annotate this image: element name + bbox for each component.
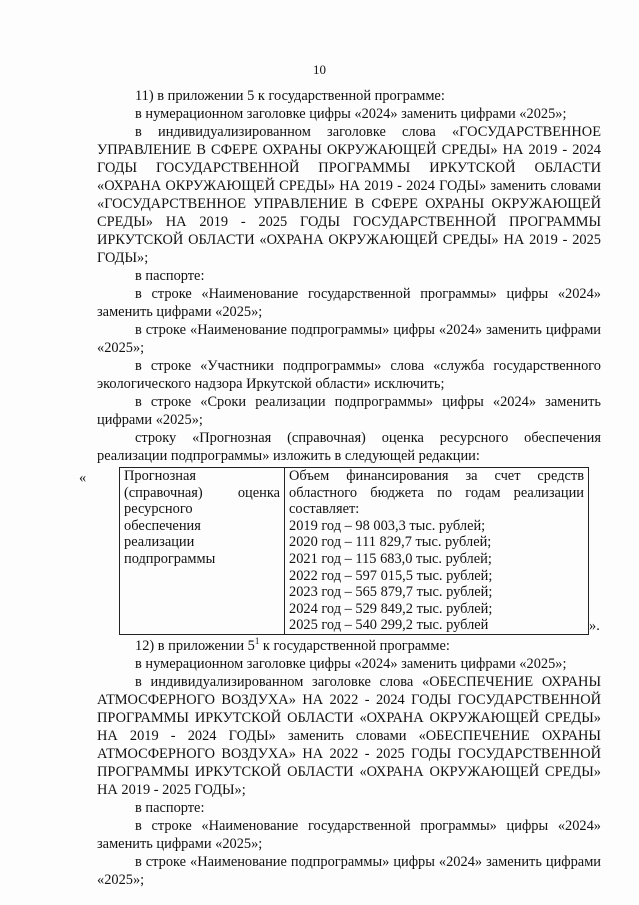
funding-table-block (79, 467, 601, 635)
section-11-row-program: в строке «Наименование государственной программы» цифры «2024» заменить цифрами «2025»; (97, 286, 601, 320)
section-12-passport: в паспорте: (135, 799, 205, 816)
table-cell-label (120, 468, 285, 635)
section-12-heading (97, 637, 601, 655)
year-line: 2025 год – 540 299,2 тыс. рублей (289, 617, 489, 634)
section-12-heading-text: 12) в приложении 5 (135, 637, 255, 654)
section-11-passport: в паспорте: (135, 268, 205, 284)
section-12-individual-title: в индивидуализированном заголовке слова «ОБЕСПЕЧЕНИЕ ОХРАНЫ АТМОСФЕРНОГО ВОЗДУХА» НА 2022 - 2024 ГОДЫ ГОСУДАРСТВЕННОЙ ПРОГРАММЫ ИРКУТСКОЙ ОБЛАСТИ «ОХРАНА ОКРУЖАЮЩЕЙ СРЕДЫ» НА 2019 - 2024 ГОДЫ» заменить словами «ОБЕСПЕЧЕНИЕ ОХРАНЫ АТМОСФЕРНОГО ВОЗДУХА» НА 2022 - 2025 ГОДЫ ГОСУДАРСТВЕННОЙ ПРОГРАММЫ ИРКУТСКОЙ ОБЛАСТИ «ОХРАНА ОКРУЖАЮЩЕЙ СРЕДЫ» НА 2019 - 2025 ГОДЫ»; (97, 673, 601, 798)
section-11-individual-title: в индивидуализированном заголовке слова «ГОСУДАРСТВЕННОЕ УПРАВЛЕНИЕ В СФЕРЕ ОХРАНЫ ОКРУЖАЮЩЕЙ СРЕДЫ» НА 2019 - 2024 ГОДЫ ГОСУДАРСТВЕННОЙ ПРОГРАММЫ ИРКУТСКОЙ ОБЛАСТИ «ОХРАНА ОКРУЖАЮЩЕЙ СРЕДЫ» НА 2019 - 2024 ГОДЫ» заменить словами «ГОСУДАРСТВЕННОЕ УПРАВЛЕНИЕ В СФЕРЕ ОХРАНЫ ОКРУЖАЮЩЕЙ СРЕДЫ» НА 2019 - 2025 ГОДЫ ГОСУДАРСТВЕННОЙ ПРОГРАММЫ ИРКУТСКОЙ ОБЛАСТИ «ОХРАНА ОКРУЖАЮЩЕЙ СРЕДЫ» НА 2019 - 2025 ГОДЫ»; (97, 124, 601, 266)
label-line: реализации (124, 534, 195, 551)
section-12-row-subprogram: в строке «Наименование подпрограммы» цифры «2024» заменить цифрами «2025»; (97, 853, 601, 888)
section-12-numbering: в нумерационном заголовке цифры «2024» заменить цифрами «2025»; (135, 655, 567, 672)
label-line: Прогнозная (124, 468, 196, 484)
year-line: 2020 год – 111 829,7 тыс. рублей; (289, 534, 492, 551)
intro-line: составляет: (289, 501, 360, 518)
label-line: подпрограммы (124, 550, 216, 567)
intro-line: Объем финансирования за счет средств (289, 468, 584, 484)
section-11-row-forecast: строку «Прогнозная (справочная) оценка ресурсного обеспечения реализации подпрограммы» изложить в следующей редакции: (97, 430, 601, 464)
section-11-row-terms: в строке «Сроки реализации подпрограммы» цифры «2024» заменить цифрами «2025»; (97, 394, 601, 428)
funding-table (119, 467, 589, 635)
section-12-heading-rest: к государственной программе: (259, 637, 450, 654)
year-line: 2021 год – 115 683,0 тыс. рублей; (289, 550, 492, 567)
section-11-row-participants: в строке «Участники подпрограммы» слова «служба государственного экологического надзора Иркутской области» исключить; (97, 358, 601, 392)
year-line: 2024 год – 529 849,2 тыс. рублей; (289, 600, 493, 617)
table-row (120, 468, 589, 635)
page-number: 10 (313, 62, 326, 77)
document-body (79, 87, 601, 889)
close-quote: ». (589, 617, 600, 634)
superscript: 1 (254, 636, 260, 647)
year-line: 2023 год – 565 879,7 тыс. рублей; (289, 584, 493, 601)
label-line: ресурсного (124, 501, 193, 518)
label-line: (справочная) оценка (124, 484, 280, 501)
open-quote: « (79, 470, 87, 486)
section-11-row-subprogram: в строке «Наименование подпрограммы» цифры «2024» заменить цифрами «2025»; (97, 322, 601, 356)
section-11-heading: 11) в приложении 5 к государственной программе: (135, 88, 445, 104)
year-line: 2019 год – 98 003,3 тыс. рублей; (289, 517, 486, 534)
table-cell-value (285, 468, 589, 635)
section-12-row-program: в строке «Наименование государственной программы» цифры «2024» заменить цифрами «2025»; (97, 817, 601, 852)
section-11-numbering: в нумерационном заголовке цифры «2024» заменить цифрами «2025»; (135, 106, 567, 122)
year-line: 2022 год – 597 015,5 тыс. рублей; (289, 567, 493, 584)
intro-line: областного бюджета по годам реализации (289, 484, 584, 501)
label-line: обеспечения (124, 517, 201, 534)
